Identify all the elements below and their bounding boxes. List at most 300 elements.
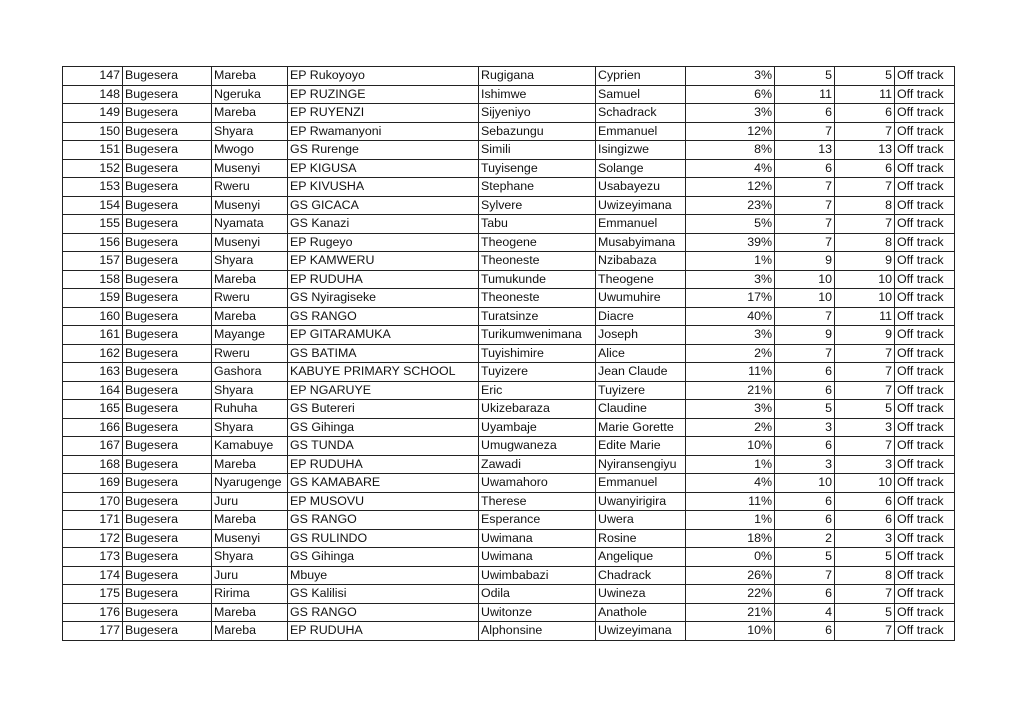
cell-status: Off track bbox=[895, 270, 955, 289]
cell-value-b: 6 bbox=[835, 104, 895, 123]
table-row bbox=[63, 548, 955, 567]
cell-status: Off track bbox=[895, 511, 955, 530]
cell-value-a: 6 bbox=[775, 381, 835, 400]
cell-first-name: Samuel bbox=[596, 85, 686, 104]
cell-percentage: 10% bbox=[686, 622, 775, 641]
table-row bbox=[63, 400, 955, 419]
cell-percentage: 12% bbox=[686, 178, 775, 197]
cell-percentage: 39% bbox=[686, 233, 775, 252]
cell-last-name: Tuyisenge bbox=[479, 159, 596, 178]
cell-value-b: 7 bbox=[835, 437, 895, 456]
cell-last-name: Tumukunde bbox=[479, 270, 596, 289]
cell-status: Off track bbox=[895, 455, 955, 474]
cell-school: EP GITARAMUKA bbox=[288, 326, 479, 345]
cell-sector: Mareba bbox=[212, 104, 288, 123]
cell-school: GS Kanazi bbox=[288, 215, 479, 234]
cell-school: EP RUDUHA bbox=[288, 622, 479, 641]
table-row bbox=[63, 437, 955, 456]
cell-school: EP KIGUSA bbox=[288, 159, 479, 178]
cell-school: EP MUSOVU bbox=[288, 492, 479, 511]
cell-last-name: Tuyishimire bbox=[479, 344, 596, 363]
table-row bbox=[63, 289, 955, 308]
cell-row-number: 147 bbox=[63, 67, 123, 86]
cell-school: GS Rurenge bbox=[288, 141, 479, 160]
cell-district: Bugesera bbox=[123, 363, 212, 382]
cell-district: Bugesera bbox=[123, 178, 212, 197]
cell-district: Bugesera bbox=[123, 159, 212, 178]
cell-status: Off track bbox=[895, 104, 955, 123]
cell-district: Bugesera bbox=[123, 492, 212, 511]
cell-value-a: 7 bbox=[775, 307, 835, 326]
table-row bbox=[63, 474, 955, 493]
cell-value-a: 10 bbox=[775, 289, 835, 308]
cell-status: Off track bbox=[895, 159, 955, 178]
cell-percentage: 4% bbox=[686, 474, 775, 493]
cell-first-name: Nzibabaza bbox=[596, 252, 686, 271]
cell-row-number: 164 bbox=[63, 381, 123, 400]
cell-status: Off track bbox=[895, 344, 955, 363]
cell-sector: Shyara bbox=[212, 418, 288, 437]
table-row bbox=[63, 529, 955, 548]
table-row bbox=[63, 252, 955, 271]
cell-value-b: 11 bbox=[835, 85, 895, 104]
cell-school: GS RANGO bbox=[288, 511, 479, 530]
table-row bbox=[63, 566, 955, 585]
cell-row-number: 161 bbox=[63, 326, 123, 345]
cell-percentage: 4% bbox=[686, 159, 775, 178]
cell-district: Bugesera bbox=[123, 437, 212, 456]
cell-school: Mbuye bbox=[288, 566, 479, 585]
cell-district: Bugesera bbox=[123, 511, 212, 530]
cell-first-name: Uwanyirigira bbox=[596, 492, 686, 511]
cell-row-number: 175 bbox=[63, 585, 123, 604]
cell-district: Bugesera bbox=[123, 622, 212, 641]
cell-sector: Ririma bbox=[212, 585, 288, 604]
cell-sector: Mayange bbox=[212, 326, 288, 345]
cell-school: GS TUNDA bbox=[288, 437, 479, 456]
table-row bbox=[63, 122, 955, 141]
cell-school: EP RUYENZI bbox=[288, 104, 479, 123]
cell-school: GS Butereri bbox=[288, 400, 479, 419]
cell-row-number: 177 bbox=[63, 622, 123, 641]
cell-first-name: Emmanuel bbox=[596, 122, 686, 141]
cell-value-a: 6 bbox=[775, 511, 835, 530]
cell-percentage: 3% bbox=[686, 67, 775, 86]
table-row bbox=[63, 492, 955, 511]
cell-school: EP Rwamanyoni bbox=[288, 122, 479, 141]
cell-last-name: Tuyizere bbox=[479, 363, 596, 382]
cell-first-name: Uwumuhire bbox=[596, 289, 686, 308]
cell-percentage: 5% bbox=[686, 215, 775, 234]
cell-value-b: 5 bbox=[835, 67, 895, 86]
cell-value-a: 6 bbox=[775, 159, 835, 178]
cell-status: Off track bbox=[895, 437, 955, 456]
cell-value-a: 7 bbox=[775, 566, 835, 585]
cell-sector: Mareba bbox=[212, 455, 288, 474]
cell-sector: Ngeruka bbox=[212, 85, 288, 104]
cell-value-b: 8 bbox=[835, 566, 895, 585]
cell-school: EP KAMWERU bbox=[288, 252, 479, 271]
cell-value-a: 3 bbox=[775, 455, 835, 474]
cell-row-number: 152 bbox=[63, 159, 123, 178]
cell-value-a: 7 bbox=[775, 196, 835, 215]
cell-district: Bugesera bbox=[123, 585, 212, 604]
cell-status: Off track bbox=[895, 603, 955, 622]
cell-status: Off track bbox=[895, 289, 955, 308]
cell-district: Bugesera bbox=[123, 289, 212, 308]
table-row bbox=[63, 85, 955, 104]
table-row bbox=[63, 326, 955, 345]
cell-status: Off track bbox=[895, 178, 955, 197]
table-row bbox=[63, 233, 955, 252]
cell-district: Bugesera bbox=[123, 418, 212, 437]
cell-first-name: Schadrack bbox=[596, 104, 686, 123]
cell-last-name: Therese bbox=[479, 492, 596, 511]
cell-percentage: 11% bbox=[686, 363, 775, 382]
cell-status: Off track bbox=[895, 196, 955, 215]
cell-last-name: Umugwaneza bbox=[479, 437, 596, 456]
cell-row-number: 157 bbox=[63, 252, 123, 271]
cell-school: GS Gihinga bbox=[288, 418, 479, 437]
cell-school: EP Rugeyo bbox=[288, 233, 479, 252]
cell-first-name: Marie Gorette bbox=[596, 418, 686, 437]
table-row bbox=[63, 511, 955, 530]
cell-first-name: Cyprien bbox=[596, 67, 686, 86]
table-row bbox=[63, 215, 955, 234]
cell-value-a: 2 bbox=[775, 529, 835, 548]
cell-school: GS RULINDO bbox=[288, 529, 479, 548]
cell-school: GS Kalilisi bbox=[288, 585, 479, 604]
cell-value-b: 5 bbox=[835, 603, 895, 622]
cell-sector: Mareba bbox=[212, 270, 288, 289]
cell-value-a: 7 bbox=[775, 344, 835, 363]
cell-percentage: 2% bbox=[686, 344, 775, 363]
cell-last-name: Ukizebaraza bbox=[479, 400, 596, 419]
cell-value-b: 13 bbox=[835, 141, 895, 160]
cell-value-b: 7 bbox=[835, 178, 895, 197]
cell-district: Bugesera bbox=[123, 252, 212, 271]
cell-sector: Musenyi bbox=[212, 233, 288, 252]
cell-percentage: 26% bbox=[686, 566, 775, 585]
cell-row-number: 153 bbox=[63, 178, 123, 197]
cell-row-number: 170 bbox=[63, 492, 123, 511]
cell-district: Bugesera bbox=[123, 196, 212, 215]
cell-last-name: Theoneste bbox=[479, 289, 596, 308]
cell-value-a: 7 bbox=[775, 215, 835, 234]
cell-first-name: Usabayezu bbox=[596, 178, 686, 197]
cell-value-a: 5 bbox=[775, 67, 835, 86]
cell-school: KABUYE PRIMARY SCHOOL bbox=[288, 363, 479, 382]
cell-row-number: 160 bbox=[63, 307, 123, 326]
table-row bbox=[63, 178, 955, 197]
cell-value-b: 7 bbox=[835, 215, 895, 234]
cell-row-number: 171 bbox=[63, 511, 123, 530]
table-row bbox=[63, 196, 955, 215]
table-row bbox=[63, 67, 955, 86]
cell-last-name: Sijyeniyo bbox=[479, 104, 596, 123]
cell-status: Off track bbox=[895, 122, 955, 141]
cell-district: Bugesera bbox=[123, 233, 212, 252]
cell-value-b: 11 bbox=[835, 307, 895, 326]
cell-row-number: 162 bbox=[63, 344, 123, 363]
cell-last-name: Ishimwe bbox=[479, 85, 596, 104]
cell-last-name: Uwimbabazi bbox=[479, 566, 596, 585]
cell-district: Bugesera bbox=[123, 603, 212, 622]
table-row bbox=[63, 418, 955, 437]
cell-sector: Mareba bbox=[212, 307, 288, 326]
cell-sector: Shyara bbox=[212, 122, 288, 141]
cell-percentage: 22% bbox=[686, 585, 775, 604]
cell-status: Off track bbox=[895, 400, 955, 419]
cell-percentage: 23% bbox=[686, 196, 775, 215]
cell-sector: Shyara bbox=[212, 381, 288, 400]
cell-row-number: 148 bbox=[63, 85, 123, 104]
table-row bbox=[63, 455, 955, 474]
cell-status: Off track bbox=[895, 85, 955, 104]
cell-last-name: Turikumwenimana bbox=[479, 326, 596, 345]
cell-status: Off track bbox=[895, 548, 955, 567]
cell-status: Off track bbox=[895, 381, 955, 400]
cell-district: Bugesera bbox=[123, 344, 212, 363]
cell-value-a: 9 bbox=[775, 326, 835, 345]
cell-first-name: Theogene bbox=[596, 270, 686, 289]
cell-last-name: Theoneste bbox=[479, 252, 596, 271]
cell-value-b: 10 bbox=[835, 474, 895, 493]
table-row bbox=[63, 104, 955, 123]
cell-value-a: 7 bbox=[775, 233, 835, 252]
cell-last-name: Uwimana bbox=[479, 529, 596, 548]
cell-first-name: Alice bbox=[596, 344, 686, 363]
table-row bbox=[63, 603, 955, 622]
cell-status: Off track bbox=[895, 418, 955, 437]
cell-value-a: 10 bbox=[775, 474, 835, 493]
cell-district: Bugesera bbox=[123, 122, 212, 141]
cell-value-b: 10 bbox=[835, 270, 895, 289]
cell-status: Off track bbox=[895, 141, 955, 160]
cell-district: Bugesera bbox=[123, 529, 212, 548]
cell-row-number: 156 bbox=[63, 233, 123, 252]
cell-value-a: 3 bbox=[775, 418, 835, 437]
table-row bbox=[63, 344, 955, 363]
cell-first-name: Joseph bbox=[596, 326, 686, 345]
cell-last-name: Uwimana bbox=[479, 548, 596, 567]
table-body bbox=[63, 67, 955, 641]
cell-sector: Rweru bbox=[212, 178, 288, 197]
cell-value-a: 6 bbox=[775, 622, 835, 641]
cell-value-b: 8 bbox=[835, 196, 895, 215]
cell-sector: Juru bbox=[212, 492, 288, 511]
cell-last-name: Eric bbox=[479, 381, 596, 400]
cell-row-number: 168 bbox=[63, 455, 123, 474]
cell-sector: Musenyi bbox=[212, 159, 288, 178]
cell-district: Bugesera bbox=[123, 400, 212, 419]
cell-district: Bugesera bbox=[123, 326, 212, 345]
cell-last-name: Zawadi bbox=[479, 455, 596, 474]
cell-first-name: Isingizwe bbox=[596, 141, 686, 160]
cell-sector: Nyamata bbox=[212, 215, 288, 234]
cell-percentage: 2% bbox=[686, 418, 775, 437]
cell-status: Off track bbox=[895, 585, 955, 604]
cell-school: GS RANGO bbox=[288, 307, 479, 326]
cell-first-name: Emmanuel bbox=[596, 474, 686, 493]
cell-last-name: Sylvere bbox=[479, 196, 596, 215]
cell-status: Off track bbox=[895, 215, 955, 234]
cell-school: EP RUZINGE bbox=[288, 85, 479, 104]
cell-first-name: Nyiransengiyu bbox=[596, 455, 686, 474]
cell-first-name: Uwizeyimana bbox=[596, 622, 686, 641]
cell-school: GS RANGO bbox=[288, 603, 479, 622]
cell-row-number: 169 bbox=[63, 474, 123, 493]
cell-last-name: Uwamahoro bbox=[479, 474, 596, 493]
cell-value-a: 7 bbox=[775, 122, 835, 141]
cell-value-b: 9 bbox=[835, 326, 895, 345]
cell-status: Off track bbox=[895, 326, 955, 345]
cell-first-name: Solange bbox=[596, 159, 686, 178]
cell-percentage: 40% bbox=[686, 307, 775, 326]
cell-row-number: 174 bbox=[63, 566, 123, 585]
cell-school: GS GICACA bbox=[288, 196, 479, 215]
cell-value-a: 11 bbox=[775, 85, 835, 104]
cell-sector: Ruhuha bbox=[212, 400, 288, 419]
cell-value-a: 7 bbox=[775, 178, 835, 197]
cell-percentage: 21% bbox=[686, 603, 775, 622]
cell-first-name: Edite Marie bbox=[596, 437, 686, 456]
cell-first-name: Tuyizere bbox=[596, 381, 686, 400]
data-table bbox=[62, 66, 955, 641]
cell-sector: Kamabuye bbox=[212, 437, 288, 456]
cell-status: Off track bbox=[895, 67, 955, 86]
cell-value-b: 7 bbox=[835, 622, 895, 641]
cell-row-number: 155 bbox=[63, 215, 123, 234]
cell-sector: Nyarugenge bbox=[212, 474, 288, 493]
cell-value-b: 6 bbox=[835, 492, 895, 511]
cell-percentage: 3% bbox=[686, 326, 775, 345]
cell-last-name: Alphonsine bbox=[479, 622, 596, 641]
table-row bbox=[63, 270, 955, 289]
cell-row-number: 150 bbox=[63, 122, 123, 141]
cell-district: Bugesera bbox=[123, 141, 212, 160]
cell-sector: Juru bbox=[212, 566, 288, 585]
cell-percentage: 11% bbox=[686, 492, 775, 511]
cell-status: Off track bbox=[895, 363, 955, 382]
cell-sector: Shyara bbox=[212, 252, 288, 271]
cell-sector: Gashora bbox=[212, 363, 288, 382]
cell-district: Bugesera bbox=[123, 455, 212, 474]
cell-status: Off track bbox=[895, 307, 955, 326]
cell-percentage: 18% bbox=[686, 529, 775, 548]
cell-percentage: 21% bbox=[686, 381, 775, 400]
cell-district: Bugesera bbox=[123, 548, 212, 567]
cell-percentage: 3% bbox=[686, 104, 775, 123]
cell-percentage: 3% bbox=[686, 400, 775, 419]
cell-school: GS KAMABARE bbox=[288, 474, 479, 493]
cell-sector: Mareba bbox=[212, 511, 288, 530]
cell-first-name: Chadrack bbox=[596, 566, 686, 585]
cell-value-a: 5 bbox=[775, 400, 835, 419]
cell-value-a: 5 bbox=[775, 548, 835, 567]
cell-first-name: Angelique bbox=[596, 548, 686, 567]
cell-value-a: 6 bbox=[775, 104, 835, 123]
cell-value-a: 9 bbox=[775, 252, 835, 271]
cell-sector: Mareba bbox=[212, 622, 288, 641]
cell-last-name: Esperance bbox=[479, 511, 596, 530]
cell-percentage: 10% bbox=[686, 437, 775, 456]
cell-sector: Mwogo bbox=[212, 141, 288, 160]
table-row bbox=[63, 381, 955, 400]
cell-value-a: 6 bbox=[775, 363, 835, 382]
table-row bbox=[63, 141, 955, 160]
cell-sector: Musenyi bbox=[212, 196, 288, 215]
cell-first-name: Uwizeyimana bbox=[596, 196, 686, 215]
cell-first-name: Anathole bbox=[596, 603, 686, 622]
cell-percentage: 0% bbox=[686, 548, 775, 567]
cell-value-b: 3 bbox=[835, 529, 895, 548]
table-row bbox=[63, 159, 955, 178]
cell-district: Bugesera bbox=[123, 85, 212, 104]
cell-row-number: 163 bbox=[63, 363, 123, 382]
cell-sector: Shyara bbox=[212, 548, 288, 567]
cell-first-name: Diacre bbox=[596, 307, 686, 326]
cell-percentage: 3% bbox=[686, 270, 775, 289]
cell-last-name: Uyambaje bbox=[479, 418, 596, 437]
cell-district: Bugesera bbox=[123, 307, 212, 326]
table-row bbox=[63, 307, 955, 326]
cell-last-name: Simili bbox=[479, 141, 596, 160]
cell-district: Bugesera bbox=[123, 474, 212, 493]
cell-row-number: 165 bbox=[63, 400, 123, 419]
cell-school: EP RUDUHA bbox=[288, 455, 479, 474]
cell-status: Off track bbox=[895, 566, 955, 585]
cell-value-a: 6 bbox=[775, 437, 835, 456]
cell-value-b: 7 bbox=[835, 585, 895, 604]
cell-sector: Mareba bbox=[212, 67, 288, 86]
cell-value-b: 7 bbox=[835, 122, 895, 141]
cell-first-name: Jean Claude bbox=[596, 363, 686, 382]
cell-sector: Rweru bbox=[212, 289, 288, 308]
cell-sector: Musenyi bbox=[212, 529, 288, 548]
cell-row-number: 176 bbox=[63, 603, 123, 622]
cell-percentage: 1% bbox=[686, 252, 775, 271]
cell-status: Off track bbox=[895, 233, 955, 252]
cell-first-name: Rosine bbox=[596, 529, 686, 548]
cell-last-name: Theogene bbox=[479, 233, 596, 252]
table-row bbox=[63, 585, 955, 604]
cell-school: GS Gihinga bbox=[288, 548, 479, 567]
cell-first-name: Uwera bbox=[596, 511, 686, 530]
cell-row-number: 167 bbox=[63, 437, 123, 456]
cell-value-b: 5 bbox=[835, 548, 895, 567]
cell-last-name: Rugigana bbox=[479, 67, 596, 86]
cell-last-name: Turatsinze bbox=[479, 307, 596, 326]
cell-percentage: 1% bbox=[686, 511, 775, 530]
cell-district: Bugesera bbox=[123, 67, 212, 86]
cell-value-b: 3 bbox=[835, 418, 895, 437]
cell-first-name: Uwineza bbox=[596, 585, 686, 604]
cell-value-b: 8 bbox=[835, 233, 895, 252]
cell-value-b: 6 bbox=[835, 159, 895, 178]
cell-value-a: 13 bbox=[775, 141, 835, 160]
cell-status: Off track bbox=[895, 529, 955, 548]
cell-status: Off track bbox=[895, 474, 955, 493]
cell-value-b: 7 bbox=[835, 344, 895, 363]
cell-district: Bugesera bbox=[123, 566, 212, 585]
cell-first-name: Emmanuel bbox=[596, 215, 686, 234]
cell-value-a: 6 bbox=[775, 492, 835, 511]
cell-percentage: 8% bbox=[686, 141, 775, 160]
cell-status: Off track bbox=[895, 622, 955, 641]
cell-value-b: 6 bbox=[835, 511, 895, 530]
cell-sector: Mareba bbox=[212, 603, 288, 622]
